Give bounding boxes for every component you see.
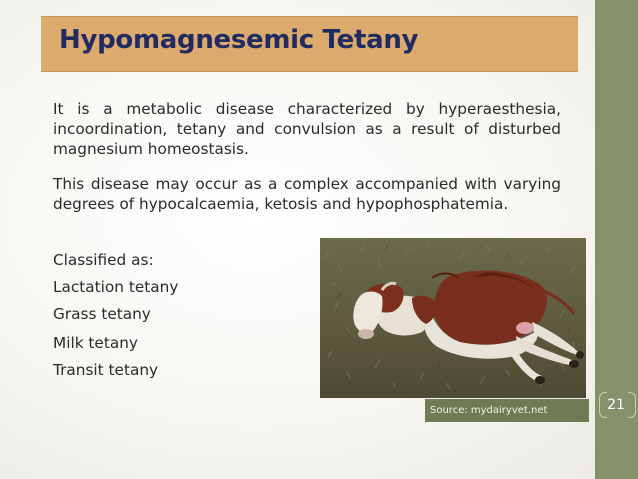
page-number: 21: [607, 397, 625, 413]
page-number-bracket-right: [628, 392, 636, 418]
list-item: Transit tetany: [53, 361, 159, 379]
paragraph-complex: This disease may occur as a complex accompanied with varying degrees of hypocalcaemia, ketosis and hypophosphatemia.: [53, 175, 561, 213]
paragraph-definition: It is a metabolic disease characterized by hyperaesthesia, incoordination, tetany and convulsion as a result of disturbed magnesium homeostasis.: [53, 100, 561, 158]
list-item: Milk tetany: [53, 334, 138, 352]
list-item: Lactation tetany: [53, 278, 179, 296]
image-source-caption: Source: mydairyvet.net: [425, 399, 589, 422]
classified-label: Classified as:: [53, 251, 154, 269]
slide-title: Hypomagnesemic Tetany: [59, 25, 419, 55]
cow-photo: [320, 238, 586, 398]
list-item: Grass tetany: [53, 305, 151, 323]
title-bar: [41, 16, 578, 72]
